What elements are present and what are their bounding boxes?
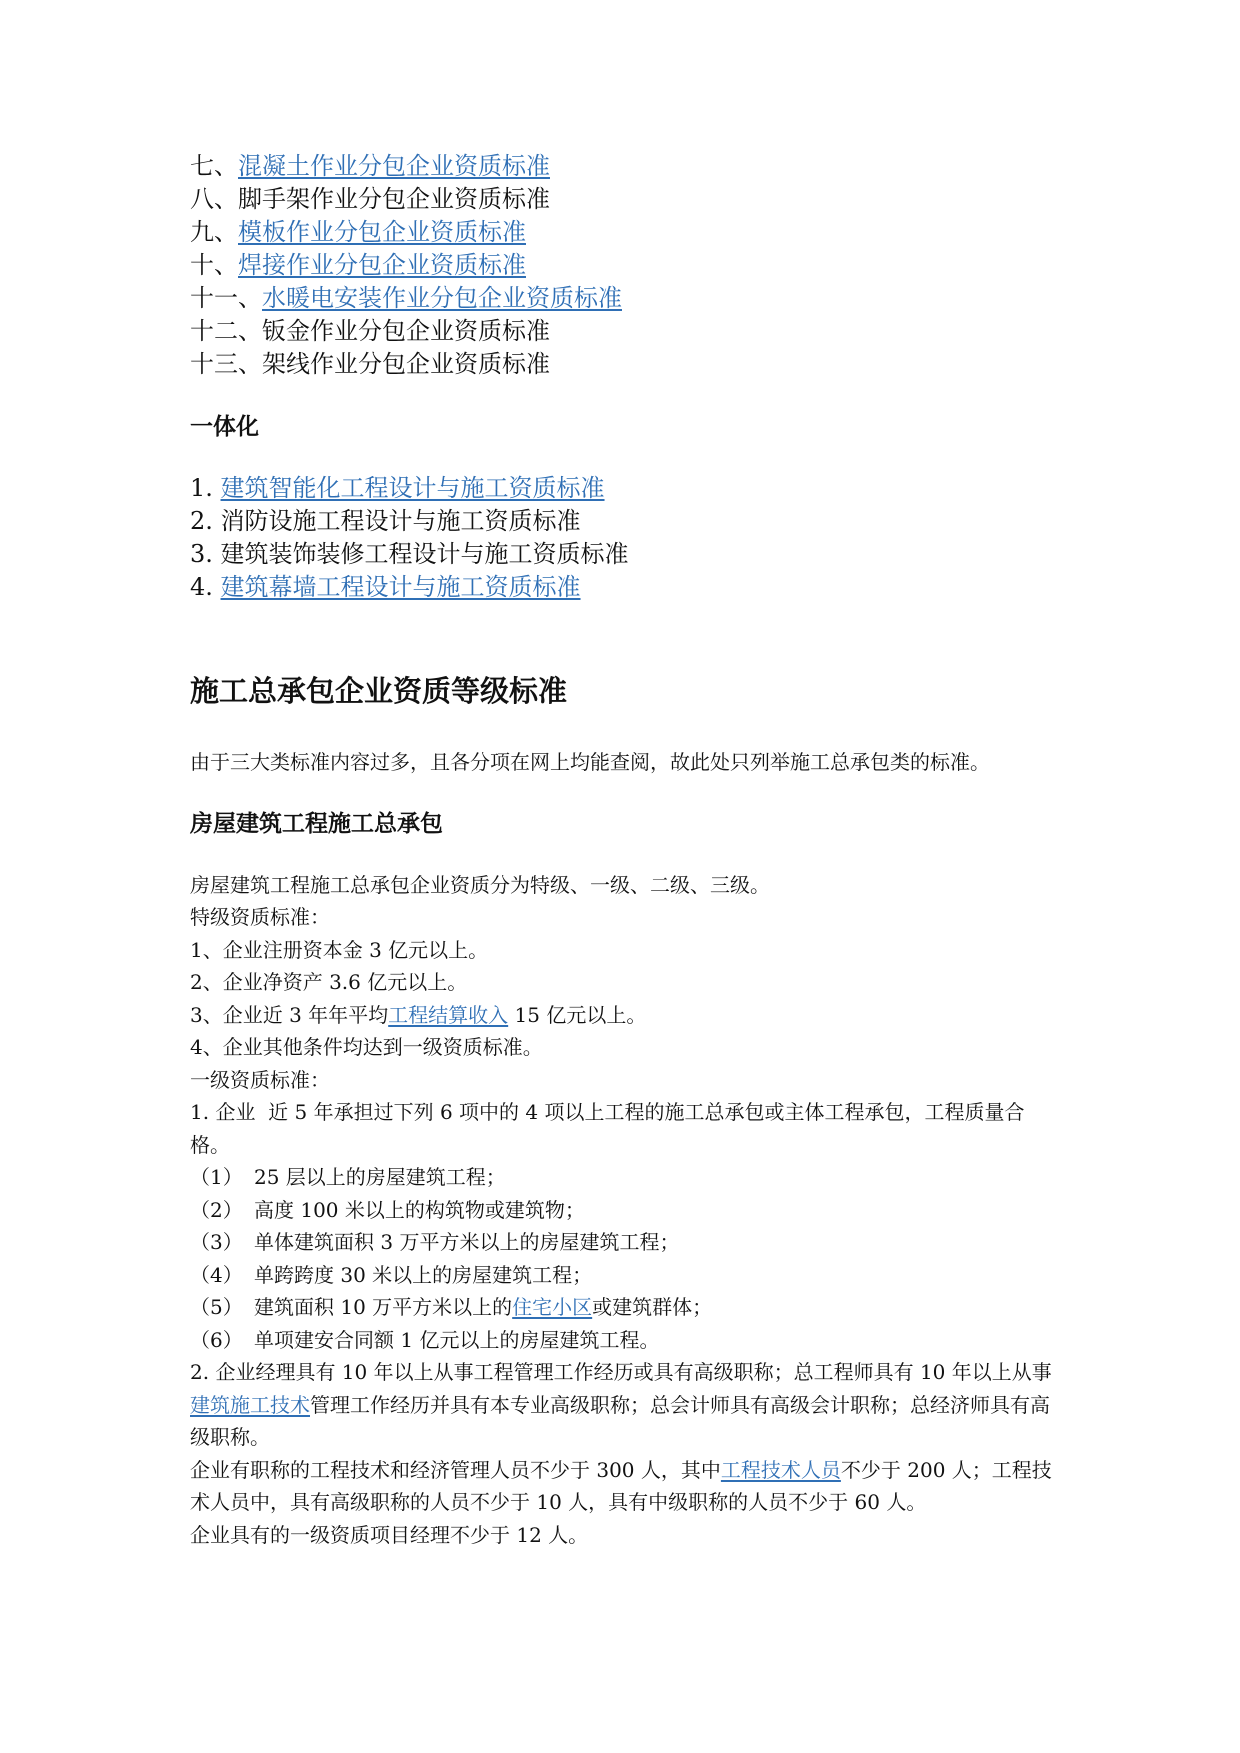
- sub-item: （6） 单项建安合同额 1 亿元以上的房屋建筑工程。: [190, 1327, 660, 1352]
- list-item: 十三、架线作业分包企业资质标准: [190, 350, 550, 378]
- special-req-2: 2、企业净资产 3.6 亿元以上。: [190, 970, 468, 994]
- list-item: 七、混凝土作业分包企业资质标准: [190, 152, 550, 180]
- integration-heading: 一体化: [190, 414, 259, 440]
- list-item: 十一、水暖电安装作业分包企业资质标准: [190, 284, 622, 312]
- main-section-intro: 由于三大类标准内容过多，且各分项在网上均能查阅，故此处只列举施工总承包类的标准。: [190, 750, 990, 774]
- first-req-2: 2. 企业经理具有 10 年以上从事工程管理工作经历或具有高级职称；总工程师具有 10 年以上从事建筑施工技术管理工作经历并具有本专业高级职称；总会计师具有高级会计职称；总经济师具有高级职称。: [190, 1360, 1052, 1449]
- special-grade-label: 特级资质标准：: [190, 905, 330, 929]
- list-item: 4. 建筑幕墙工程设计与施工资质标准: [190, 573, 581, 601]
- link-curtain-wall-standard[interactable]: 建筑幕墙工程设计与施工资质标准: [220, 573, 581, 601]
- first-req-1: 1. 企业 近 5 年承担过下列 6 项中的 4 项以上工程的施工总承包或主体工程承包，工程质量合格。: [190, 1100, 1025, 1157]
- special-req-4: 4、企业其他条件均达到一级资质标准。: [190, 1035, 543, 1059]
- link-construction-technology[interactable]: 建筑施工技术: [190, 1392, 310, 1417]
- list-item: 十、焊接作业分包企业资质标准: [190, 251, 526, 279]
- sub-item: （3） 单体建筑面积 3 万平方米以上的房屋建筑工程；: [190, 1230, 680, 1254]
- project-manager-requirement: 企业具有的一级资质项目经理不少于 12 人。: [190, 1522, 589, 1547]
- list-item: 九、模板作业分包企业资质标准: [190, 218, 526, 246]
- link-plumbing-electric-standard[interactable]: 水暖电安装作业分包企业资质标准: [262, 284, 622, 312]
- list-item: 2. 消防设施工程设计与施工资质标准: [190, 507, 581, 535]
- sub-item: （1） 25 层以上的房屋建筑工程；: [190, 1165, 506, 1189]
- list-item: 3. 建筑装饰装修工程设计与施工资质标准: [190, 540, 629, 568]
- link-welding-standard[interactable]: 焊接作业分包企业资质标准: [238, 251, 526, 279]
- list-item: 八、脚手架作业分包企业资质标准: [190, 185, 550, 213]
- sub-item: （5） 建筑面积 10 万平方米以上的住宅小区或建筑群体；: [190, 1295, 713, 1319]
- staff-requirement: 企业有职称的工程技术和经济管理人员不少于 300 人，其中工程技术人员不少于 200 人；工程技术人员中，具有高级职称的人员不少于 10 人，具有中级职称的人员不少于 60 人。: [190, 1457, 1052, 1514]
- link-settlement-income[interactable]: 工程结算收入: [388, 1002, 509, 1027]
- document-content: [190, 150, 1060, 1551]
- link-residential-community[interactable]: 住宅小区: [512, 1295, 593, 1319]
- housing-section-heading: 房屋建筑工程施工总承包: [190, 810, 443, 837]
- integration-list: [190, 472, 1060, 604]
- list-item: 1. 建筑智能化工程设计与施工资质标准: [190, 474, 605, 502]
- first-grade-label: 一级资质标准：: [190, 1067, 330, 1092]
- special-req-1: 1、企业注册资本金 3 亿元以上。: [190, 937, 489, 962]
- link-intelligent-building-standard[interactable]: 建筑智能化工程设计与施工资质标准: [220, 474, 605, 502]
- housing-section-body: [190, 869, 1060, 1552]
- special-req-3: 3、企业近 3 年年平均工程结算收入 15 亿元以上。: [190, 1002, 647, 1027]
- link-formwork-standard[interactable]: 模板作业分包企业资质标准: [238, 218, 526, 246]
- grades-line: 房屋建筑工程施工总承包企业资质分为特级、一级、二级、三级。: [190, 872, 770, 897]
- list-item: 十二、钣金作业分包企业资质标准: [190, 317, 550, 345]
- link-concrete-standard[interactable]: 混凝土作业分包企业资质标准: [238, 152, 550, 180]
- sub-item: （4） 单跨跨度 30 米以上的房屋建筑工程；: [190, 1262, 593, 1287]
- sub-item: （2） 高度 100 米以上的构筑物或建筑物；: [190, 1197, 585, 1222]
- subcontract-list: [190, 150, 1060, 381]
- link-technical-staff[interactable]: 工程技术人员: [720, 1457, 841, 1482]
- main-section-heading: 施工总承包企业资质等级标准: [190, 674, 568, 708]
